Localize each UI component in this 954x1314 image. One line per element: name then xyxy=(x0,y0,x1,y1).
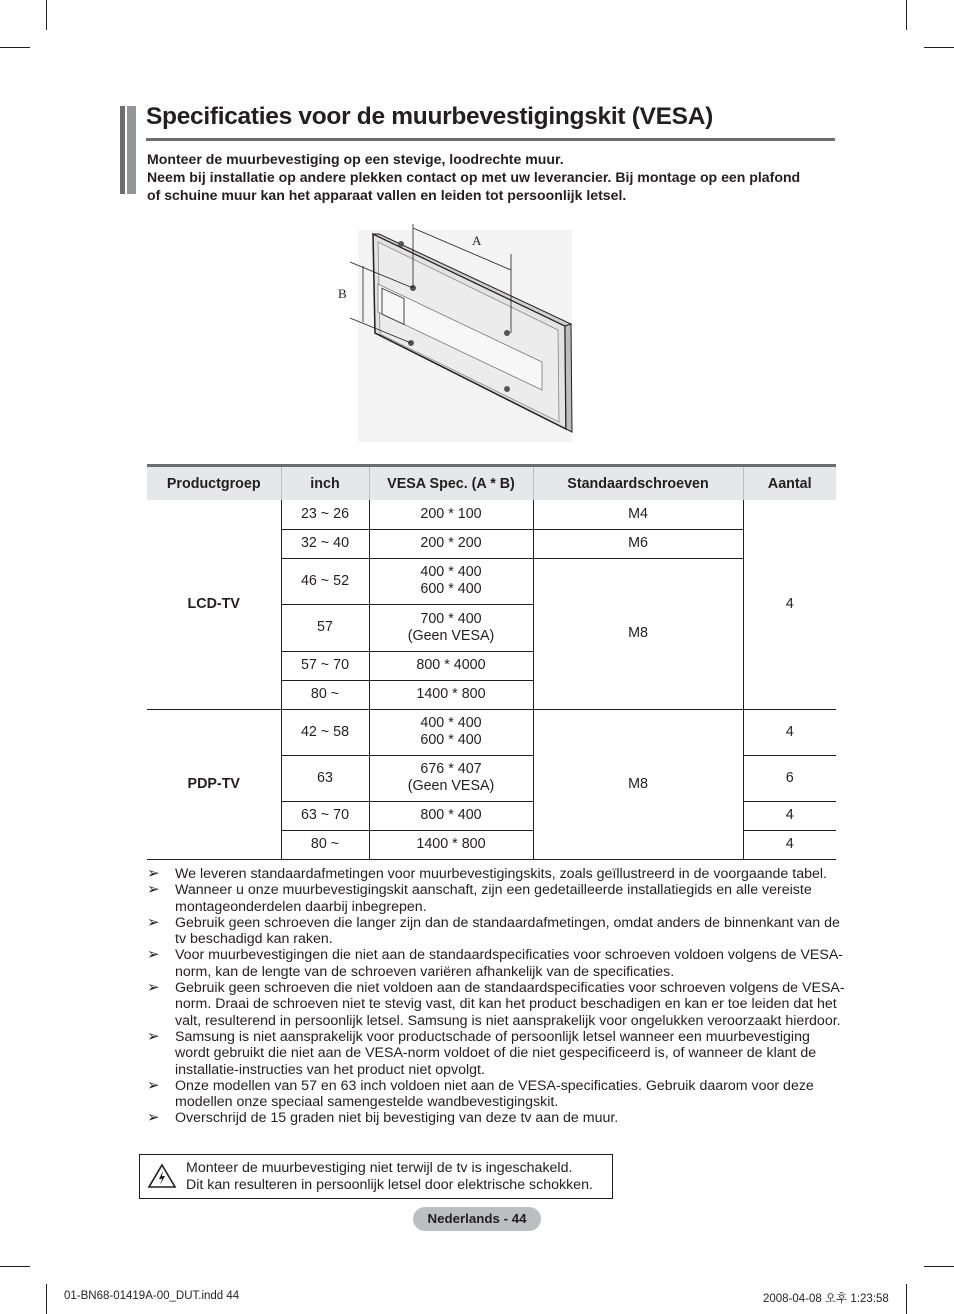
note-text: Overschrijd de 15 graden niet bij bevestiging van deze tv aan de muur. xyxy=(175,1110,619,1127)
list-item xyxy=(147,1078,847,1111)
header-inch: inch xyxy=(281,466,369,501)
inch-cell: 63 xyxy=(281,755,369,801)
vesa-cell: 1400 * 800 xyxy=(369,830,533,859)
note-text: Gebruik geen schroeven die niet voldoen aan de standaardspecificaties voor schroeven volgens de VESA-norm. Draai de schroeven niet te stevig vast, dit kan het product beschadigen en kan er toe leiden dat het valt, resulterend in persoonlijk letsel. Samsung is niet aansprakelijk voor ongelukken veroorzaakt hierdoor. xyxy=(175,980,845,1029)
count-cell: 4 xyxy=(743,500,836,709)
vesa-cell: 1400 * 800 xyxy=(369,680,533,709)
intro-line: Monteer de muurbevestiging op een stevige, loodrechte muur. xyxy=(147,151,564,167)
dimension-a-label: A xyxy=(472,233,482,248)
vesa-cell: 200 * 200 xyxy=(369,529,533,558)
slug-date-info: 2008-04-08 오후 1:23:58 xyxy=(763,1293,889,1305)
count-cell: 4 xyxy=(743,709,836,755)
note-arrow-icon: ➢ xyxy=(147,946,160,964)
tv-vesa-diagram xyxy=(330,224,580,446)
header-vesa: VESA Spec. (A * B) xyxy=(369,466,533,501)
vesa-line: 600 * 400 xyxy=(420,581,482,597)
intro-line: of schuine muur kan het apparaat vallen en leiden tot persoonlijk letsel. xyxy=(147,187,627,203)
vesa-cell xyxy=(369,755,533,801)
count-cell: 6 xyxy=(743,755,836,801)
screw-cell: M8 xyxy=(533,709,743,859)
note-arrow-icon: ➢ xyxy=(147,1076,160,1094)
note-text: We leveren standaardafmetingen voor muurbevestigingskits, zoals geïllustreerd in de voorgaande tabel. xyxy=(175,866,827,882)
inch-cell: 23 ~ 26 xyxy=(281,500,369,529)
inch-cell: 42 ~ 58 xyxy=(281,709,369,755)
group-cell: PDP-TV xyxy=(147,709,281,859)
list-item xyxy=(147,915,847,948)
intro-line: Neem bij installatie op andere plekken contact op met uw leverancier. Bij montage op een plafond xyxy=(147,169,801,185)
inch-cell: 57 xyxy=(281,604,369,651)
page-number-label: Nederlands - 44 xyxy=(413,1207,541,1231)
note-arrow-icon: ➢ xyxy=(147,1109,160,1127)
vesa-cell xyxy=(369,604,533,651)
vesa-line: 600 * 400 xyxy=(420,732,482,748)
crop-mark xyxy=(906,1284,907,1314)
crop-mark xyxy=(924,1266,954,1267)
notes-list xyxy=(147,866,847,1127)
inch-cell: 80 ~ xyxy=(281,830,369,859)
list-item xyxy=(147,1110,847,1126)
crop-mark xyxy=(46,0,47,30)
inch-cell: 57 ~ 70 xyxy=(281,651,369,680)
screw-cell: M8 xyxy=(533,558,743,709)
count-cell: 4 xyxy=(743,830,836,859)
vesa-line: 400 * 400 xyxy=(420,564,482,580)
inch-cell: 32 ~ 40 xyxy=(281,529,369,558)
note-arrow-icon: ➢ xyxy=(147,913,160,931)
warning-line: Dit kan resulteren in persoonlijk letsel door elektrische schokken. xyxy=(186,1177,593,1193)
page-title: Specificaties voor de muurbevestigingskit (VESA) xyxy=(146,103,713,130)
table-row xyxy=(147,500,836,529)
vesa-line: (Geen VESA) xyxy=(407,778,495,794)
vesa-cell xyxy=(369,709,533,755)
note-text: Samsung is niet aansprakelijk voor productschade of persoonlijk letsel wanneer een muurbevestiging wordt gebruikt die niet aan de VESA-norm voldoet of die niet gespecificeerd is, of wanneer de klant de installatie-instructies van het product niet opvolgt. xyxy=(175,1028,817,1078)
note-text: Onze modellen van 57 en 63 inch voldoen niet aan de VESA-specificaties. Gebruik daarom voor deze modellen onze speciaal samengestelde wandbevestigingskit. xyxy=(175,1077,814,1111)
note-text: Wanneer u onze muurbevestigingskit aanschaft, zijn een gedetailleerde installatiegids en alle vereiste montageonderdelen daarbij inbegrepen. xyxy=(175,882,812,915)
count-cell: 4 xyxy=(743,801,836,830)
title-decoration xyxy=(120,106,136,194)
screw-cell: M6 xyxy=(533,529,743,558)
inch-cell: 63 ~ 70 xyxy=(281,801,369,830)
list-item xyxy=(147,947,847,980)
title-rule xyxy=(146,138,835,141)
warning-icon xyxy=(147,1163,177,1189)
vesa-cell: 800 * 400 xyxy=(369,801,533,830)
note-text: Gebruik geen schroeven die langer zijn dan de standaardafmetingen, omdat anders de binnenkant van de tv beschadigd kan raken. xyxy=(175,914,840,948)
crop-mark xyxy=(924,47,954,48)
screw-cell: M4 xyxy=(533,500,743,529)
vesa-cell: 200 * 100 xyxy=(369,500,533,529)
warning-line: Monteer de muurbevestiging niet terwijl de tv is ingeschakeld. xyxy=(186,1160,573,1176)
note-arrow-icon: ➢ xyxy=(147,979,160,997)
crop-mark xyxy=(46,1284,47,1314)
slug-file-info: 01-BN68-01419A-00_DUT.indd 44 xyxy=(64,1290,240,1302)
warning-box xyxy=(139,1154,613,1199)
vesa-line: 400 * 400 xyxy=(420,715,482,731)
warning-text xyxy=(186,1160,593,1194)
list-item xyxy=(147,866,847,882)
note-text: Voor muurbevestigingen die niet aan de standaardspecificaties voor schroeven voldoen volgens de VESA-norm, kan de lengte van de schroeven variëren afhankelijk van de specificaties. xyxy=(175,947,844,980)
header-productgroep: Productgroep xyxy=(147,466,281,501)
header-count: Aantal xyxy=(743,466,836,501)
list-item xyxy=(147,882,847,915)
note-arrow-icon: ➢ xyxy=(147,881,160,899)
intro-text xyxy=(147,150,847,204)
vesa-cell xyxy=(369,558,533,604)
vesa-cell: 800 * 4000 xyxy=(369,651,533,680)
crop-mark xyxy=(906,0,907,30)
list-item xyxy=(147,980,847,1029)
table-header-row xyxy=(147,466,836,501)
inch-cell: 80 ~ xyxy=(281,680,369,709)
vesa-line: (Geen VESA) xyxy=(407,627,495,644)
vesa-spec-table xyxy=(147,464,836,860)
inch-cell: 46 ~ 52 xyxy=(281,558,369,604)
note-arrow-icon: ➢ xyxy=(147,1027,160,1045)
dimension-b-label: B xyxy=(338,286,347,301)
crop-mark xyxy=(0,1266,30,1267)
header-screws: Standaardschroeven xyxy=(533,466,743,501)
list-item xyxy=(147,1029,847,1078)
vesa-line: 676 * 407 xyxy=(420,761,482,777)
table-row xyxy=(147,709,836,755)
vesa-line: 700 * 400 xyxy=(420,610,482,627)
note-arrow-icon: ➢ xyxy=(147,865,160,882)
crop-mark xyxy=(0,47,30,48)
group-cell: LCD-TV xyxy=(147,500,281,709)
